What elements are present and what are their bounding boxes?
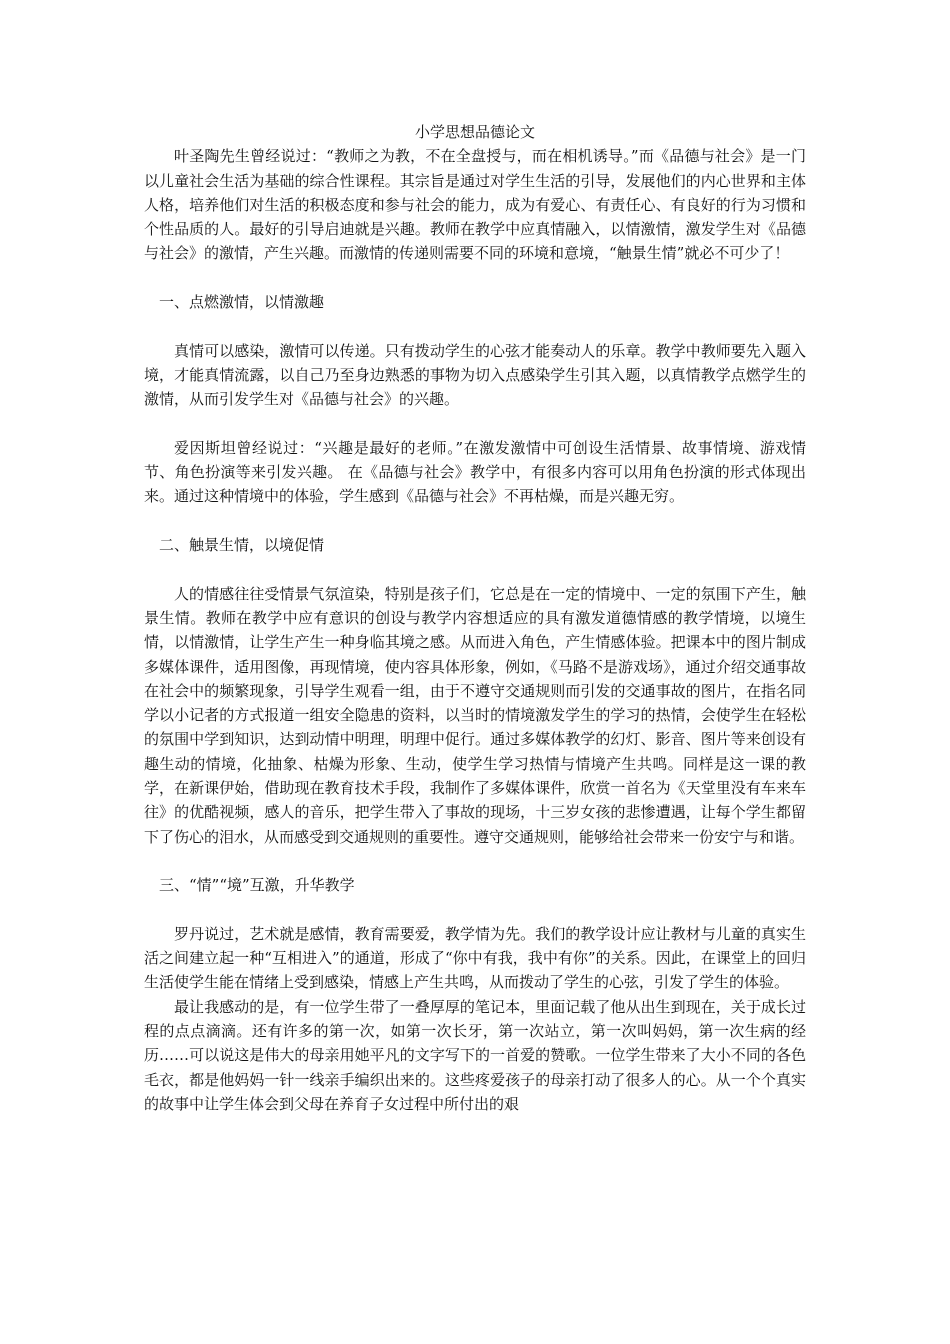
spacer bbox=[144, 849, 806, 873]
intro-paragraph: 叶圣陶先生曾经说过：“教师之为教，不在全盘授与，而在相机诱导。”而《品德与社会》是一门以儿童社会生活为基础的综合性课程。其宗旨是通过对学生生活的引导，发展他们的内心世界和主体人格，培养他们对生活的积极态度和参与社会的能力，成为有爱心、有责任心、有良好的行为习惯和个性品质的人。最好的引导启迪就是兴趣。教师在教学中应真情融入，以情激情，激发学生对《品德与社会》的激情，产生兴趣。而激情的传递则需要不同的环境和意境，“触景生情”就必不可少了！ bbox=[144, 147, 806, 263]
section-2-heading: 二、触景生情，以境促情 bbox=[159, 536, 325, 555]
section-1-paragraph-2: 爱因斯坦曾经说过：“兴趣是最好的老师。”在激发激情中可创设生活情景、故事情境、游戏情节、角色扮演等来引发兴趣。 在《品德与社会》教学中，有很多内容可以用角色扮演的形式体现出来。通过这种情境中的体验，学生感到《品德与社会》不再枯燥，而是兴趣无穷。 bbox=[144, 438, 806, 506]
spacer bbox=[144, 509, 806, 533]
section-3-paragraph-1: 罗丹说过，艺术就是感情，教育需要爱，教学情为先。我们的教学设计应让教材与儿童的真实生活之间建立起一种“互相进入”的通道，形成了“你中有我，我中有你”的关系。因此，在课堂上的回归生活使学生能在情绪上受到感染，情感上产生共鸣，从而拨动了学生的心弦，引发了学生的体验。 bbox=[144, 924, 806, 992]
spacer bbox=[144, 898, 806, 922]
document-title: 小学思想品德论文 bbox=[414, 123, 535, 141]
spacer bbox=[144, 266, 806, 290]
section-1-paragraph-1: 真情可以感染，激情可以传递。只有拨动学生的心弦才能奏动人的乐章。教学中教师要先入题入境，才能真情流露，以自己乃至身边熟悉的事物为切入点感染学生引其入题，以真情教学点燃学生的激情，从而引发学生对《品德与社会》的兴趣。 bbox=[144, 341, 806, 409]
section-2-paragraph-1: 人的情感往往受情景气氛渲染，特别是孩子们，它总是在一定的情境中、一定的氛围下产生，触景生情。教师在教学中应有意识的创设与教学内容想适应的具有激发道德情感的教学情境，以境生情，以情激情，让学生产生一种身临其境之感。从而进入角色，产生情感体验。把课本中的图片制成多媒体课件，适用图像，再现情境，使内容具体形象，例如，《马路不是游戏场》，通过介绍交通事故在社会中的频繁现象，引导学生观看一组，由于不遵守交通规则而引发的交通事故的图片，在指名同学以小记者的方式报道一组安全隐患的资料，以当时的情境激发学生的学习的热情，会使学生在轻松的氛围中学到知识，达到动情中明理，明理中促行。通过多媒体教学的幻灯、影音、图片等来创设有趣生动的情境，化抽象、枯燥为形象、生动，使学生学习热情与情境产生共鸣。同样是这一课的教学，在新课伊始，借助现在教育技术手段，我制作了多媒体课件，欣赏一首名为《天堂里没有车来车往》的优酷视频，感人的音乐，把学生带入了事故的现场，十三岁女孩的悲惨遭遇，让每个学生都留下了伤心的泪水，从而感受到交通规则的重要性。遵守交通规则，能够给社会带来一份安宁与和谐。 bbox=[144, 584, 806, 846]
section-3-heading: 三、“情”“境”互激，升华教学 bbox=[159, 876, 355, 895]
spacer bbox=[144, 412, 806, 436]
section-3-paragraph-2: 最让我感动的是，有一位学生带了一叠厚厚的笔记本，里面记载了他从出生到现在，关于成长过程的点点滴滴。还有许多的第一次，如第一次长牙，第一次站立，第一次叫妈妈，第一次生病的经历……可以说这是伟大的母亲用她平凡的文字写下的一首爱的赞歌。一位学生带来了大小不同的各色毛衣，都是他妈妈一针一线亲手编织出来的。这些疼爱孩子的母亲打动了很多人的心。从一个个真实的故事中让学生体会到父母在养育子女过程中所付出的艰 bbox=[144, 997, 806, 1113]
document-page bbox=[144, 120, 806, 1116]
section-1-heading: 一、点燃激情，以情激趣 bbox=[159, 293, 325, 312]
spacer bbox=[144, 557, 806, 581]
spacer bbox=[144, 314, 806, 338]
